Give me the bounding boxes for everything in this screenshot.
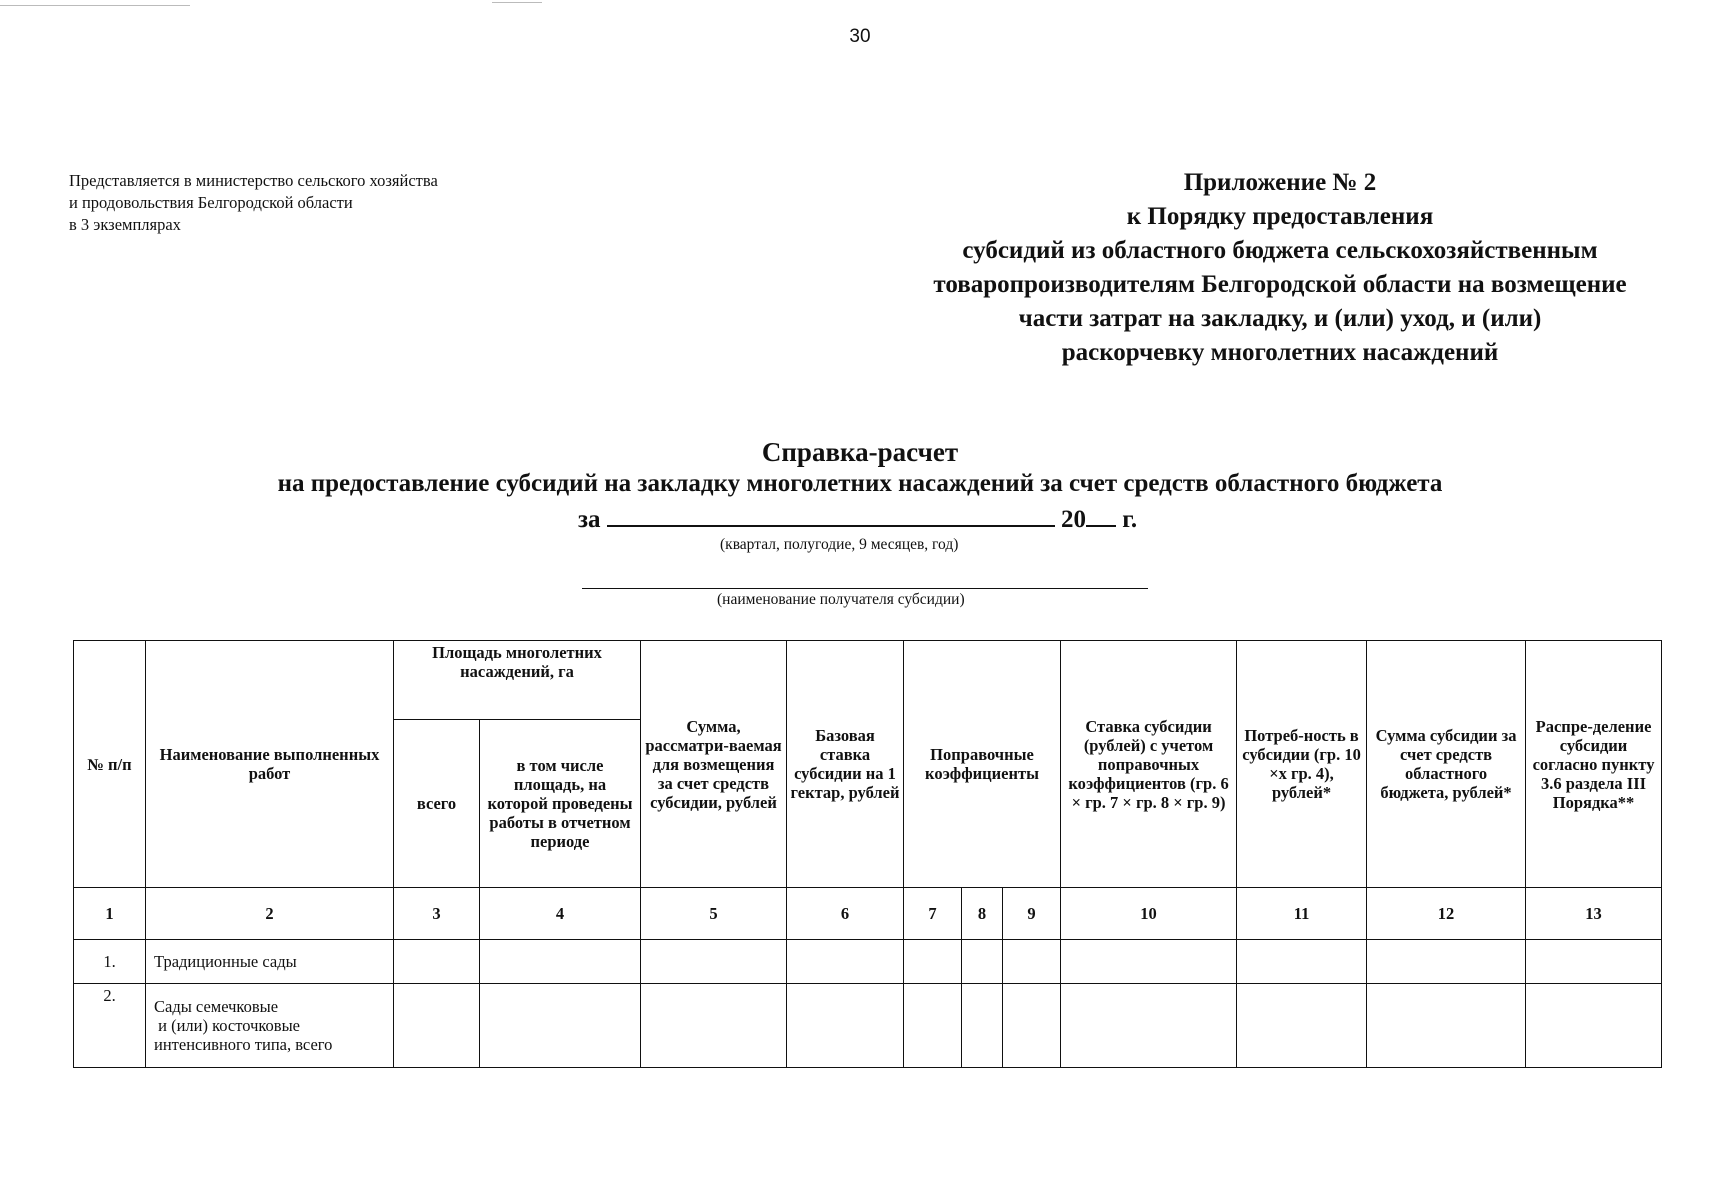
header-area-total: всего (394, 720, 480, 888)
row-work-name: Традиционные сады (146, 940, 394, 984)
row-work-name-line: Сады семечковые (154, 997, 279, 1016)
column-number: 4 (480, 888, 641, 940)
year-blank-field[interactable] (1086, 503, 1116, 527)
table-cell[interactable] (1526, 940, 1662, 984)
column-number: 13 (1526, 888, 1662, 940)
table-cell[interactable] (641, 940, 787, 984)
header-area-group: Площадь многолетних насаждений, га (394, 641, 641, 720)
table-cell[interactable] (1061, 940, 1237, 984)
table-cell[interactable] (641, 984, 787, 1068)
table-cell[interactable] (962, 940, 1003, 984)
table-cell[interactable] (1237, 984, 1367, 1068)
header-adjusted-rate: Ставка субсидии (рублей) с учетом поправочных коэффициентов (гр. 6 × гр. 7 × гр. 8 × гр. 9) (1061, 641, 1237, 888)
scan-artifact-line (0, 5, 190, 6)
year-suffix: г. (1122, 506, 1138, 533)
column-number: 8 (962, 888, 1003, 940)
document-title: Справка-расчет (761, 437, 959, 467)
appendix-line: раскорчевку многолетних насаждений (1061, 339, 1499, 366)
period-caption: (квартал, полугодие, 9 месяцев, год) (720, 536, 959, 553)
document-subtitle: на предоставление субсидий на закладку многолетних насаждений за счет средств областного бюджета (277, 470, 1443, 497)
table-cell[interactable] (1367, 940, 1526, 984)
appendix-line: субсидий из областного бюджета сельскохозяйственным (962, 237, 1598, 264)
scan-artifact-line (492, 2, 542, 3)
table-cell[interactable] (394, 984, 480, 1068)
table-row (74, 984, 1662, 1068)
table-cell[interactable] (787, 940, 904, 984)
column-number: 9 (1003, 888, 1061, 940)
table-cell[interactable] (1003, 984, 1061, 1068)
table-cell[interactable] (1061, 984, 1237, 1068)
page-number: 30 (849, 26, 871, 47)
table-cell[interactable] (787, 984, 904, 1068)
year-prefix: 20 (1061, 506, 1087, 533)
row-work-name-line: интенсивного типа, всего (154, 1035, 333, 1054)
submission-note-line: Представляется в министерство сельского хозяйства (69, 171, 438, 190)
header-subsidy-need: Потреб-ность в субсидии (гр. 10 ×х гр. 4), рублей* (1237, 641, 1367, 888)
recipient-caption: (наименование получателя субсидии) (717, 591, 965, 608)
column-number: 2 (146, 888, 394, 940)
column-number: 5 (641, 888, 787, 940)
table-cell[interactable] (480, 984, 641, 1068)
period-prefix: за (578, 506, 601, 533)
table-cell[interactable] (394, 940, 480, 984)
appendix-line: товаропроизводителям Белгородской области на возмещение (933, 271, 1627, 298)
submission-note (69, 170, 438, 236)
column-number: 3 (394, 888, 480, 940)
row-number: 2. (74, 984, 146, 1068)
recipient-blank-field[interactable] (582, 588, 1148, 589)
row-work-name-line: и (или) косточковые (154, 1016, 300, 1035)
row-number: 1. (74, 940, 146, 984)
appendix-header (830, 166, 1720, 370)
header-subsidy-amount: Сумма субсидии за счет средств областного бюджета, рублей* (1367, 641, 1526, 888)
header-area-reporting-period: в том числе площадь, на которой проведены работы в отчетном периоде (480, 720, 641, 888)
table-cell[interactable] (480, 940, 641, 984)
appendix-line: к Порядку предоставления (1126, 203, 1434, 230)
header-row-number: № п/п (74, 641, 146, 888)
appendix-line: части затрат на закладку, и (или) уход, и (или) (1018, 305, 1542, 332)
submission-note-line: и продовольствия Белгородской области (69, 193, 353, 212)
column-number: 11 (1237, 888, 1367, 940)
submission-note-line: в 3 экземплярах (69, 215, 181, 234)
table-cell[interactable] (904, 940, 962, 984)
header-correction-coefficients: Поправочные коэффициенты (904, 641, 1061, 888)
column-number: 7 (904, 888, 962, 940)
subsidy-calculation-table (73, 640, 1662, 1068)
appendix-line: Приложение № 2 (1183, 169, 1377, 196)
table-cell[interactable] (1526, 984, 1662, 1068)
table-cell[interactable] (1367, 984, 1526, 1068)
column-number: 6 (787, 888, 904, 940)
row-work-name (146, 984, 394, 1068)
table-cell[interactable] (1003, 940, 1061, 984)
column-number: 1 (74, 888, 146, 940)
table-cell[interactable] (1237, 940, 1367, 984)
header-amount-considered: Сумма, рассматри-ваемая для возмещения за счет средств субсидии, рублей (641, 641, 787, 888)
table-row (74, 940, 1662, 984)
header-subsidy-distribution: Распре-деление субсидии согласно пункту 3.6 раздела III Порядка** (1526, 641, 1662, 888)
period-line (578, 503, 1137, 534)
period-blank-field[interactable] (607, 503, 1055, 527)
column-number: 12 (1367, 888, 1526, 940)
header-base-rate: Базовая ставка субсидии на 1 гектар, рублей (787, 641, 904, 888)
table-cell[interactable] (904, 984, 962, 1068)
table-cell[interactable] (962, 984, 1003, 1068)
header-work-name: Наименование выполненных работ (146, 641, 394, 888)
column-number: 10 (1061, 888, 1237, 940)
